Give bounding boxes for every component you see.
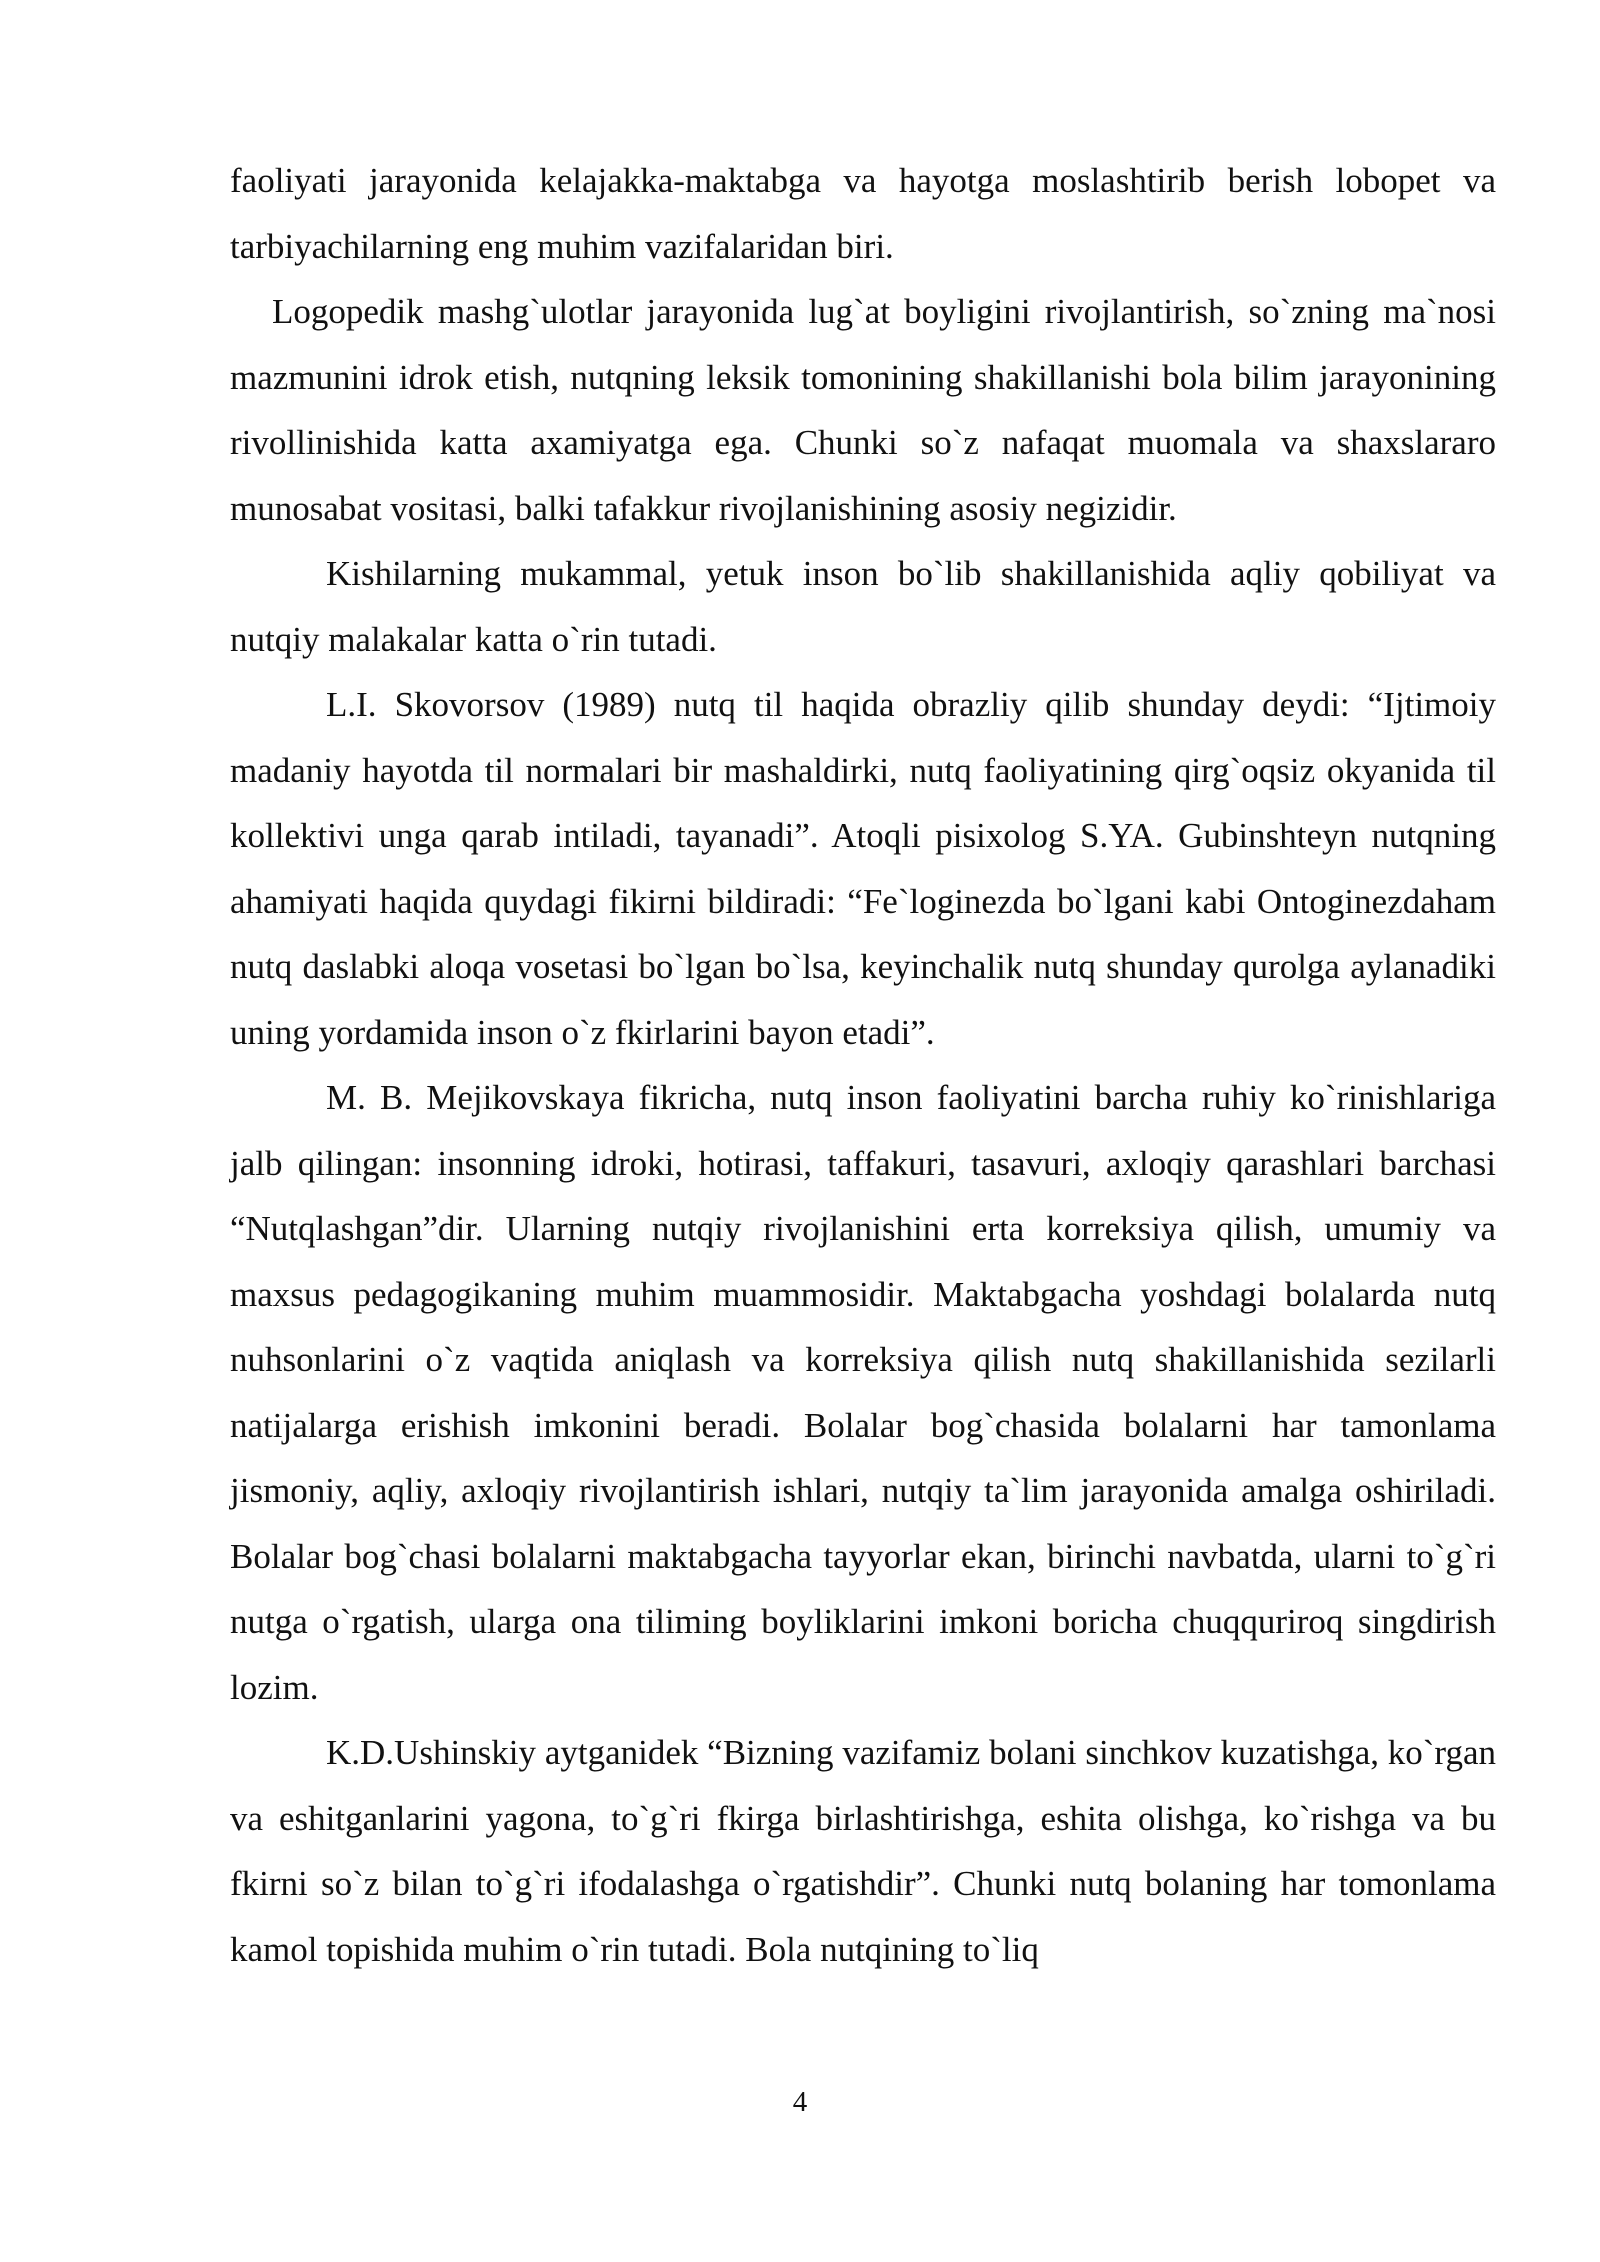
page-number: 4 (792, 2086, 808, 2118)
paragraph-logopedic-lessons: Logopedik mashg`ulotlar jarayonida lug`at boyligini rivojlantirish, so`zning ma`nosi mazmunini idrok etish, nutqning leksik tomonining shakillanishi bola bilim jarayonining rivollinishida katta axamiyatga ega. Chunki so`z nafaqat muomala va shaxslararo munosabat vositasi, balki tafakkur rivojlanishining asosiy negizidir. (230, 292, 1496, 528)
paragraph-continuation: faoliyati jarayonida kelajakka-maktabga va hayotga moslashtirib berish lobopet va tarbiyachilarning eng muhim vazifalaridan biri. (230, 161, 1496, 266)
paragraph-skovorsov: L.I. Skovorsov (1989) nutq til haqida obrazliy qilib shunday deydi: “Ijtimoiy madaniy hayotda til normalari bir mashaldirki, nutq faoliyatining qirg`oqsiz okyanida til kollektivi unga qarab intiladi, tayanadi”. Atoqli pisixolog S.YA. Gubinshteyn nutqning ahamiyati haqida quydagi fikirni bildiradi: “Fe`loginezda bo`lgani kabi Ontoginezdaham nutq daslabki aloqa vosetasi bo`lgan bo`lsa, keyinchalik nutq shunday qurolga aylanadiki uning yordamida inson o`z fkirlarini bayon etadi”. (230, 685, 1496, 1052)
document-body (230, 148, 1496, 1982)
paragraph-ushinskiy: K.D.Ushinskiy aytganidek “Bizning vazifamiz bolani sinchkov kuzatishga, ko`rgan va eshitganlarini yagona, to`g`ri fkirga birlashtirishga, eshita olishga, ko`rishga va bu fkirni so`z bilan to`g`ri ifodalashga o`rgatishdir”. Chunki nutq bolaning har tomonlama kamol topishida muhim o`rin tutadi. Bola nutqining to`liq (230, 1733, 1496, 1969)
paragraph-abilities: Kishilarning mukammal, yetuk inson bo`lib shakillanishida aqliy qobiliyat va nutqiy malakalar katta o`rin tutadi. (230, 554, 1496, 659)
paragraph-mejikovskaya: M. B. Mejikovskaya fikricha, nutq inson faoliyatini barcha ruhiy ko`rinishlariga jalb qilingan: insonning idroki, hotirasi, taffakuri, tasavuri, axloqiy qarashlari barchasi “Nutqlashgan”dir. Ularning nutqiy rivojlanishini erta korreksiya qilish, umumiy va maxsus pedagogikaning muhim muammosidir. Maktabgacha yoshdagi bolalarda nutq nuhsonlarini o`z vaqtida aniqlash va korreksiya qilish nutq shakillanishida sezilarli natijalarga erishish imkonini beradi. Bolalar bog`chasida bolalarni har tamonlama jismoniy, aqliy, axloqiy rivojlantirish ishlari, nutqiy ta`lim jarayonida amalga oshiriladi. Bolalar bog`chasi bolalarni maktabgacha tayyorlar ekan, birinchi navbatda, ularni to`g`ri nutga o`rgatish, ularga ona tiliming boyliklarini imkoni boricha chuqquriroq singdirish lozim. (230, 1078, 1496, 1707)
